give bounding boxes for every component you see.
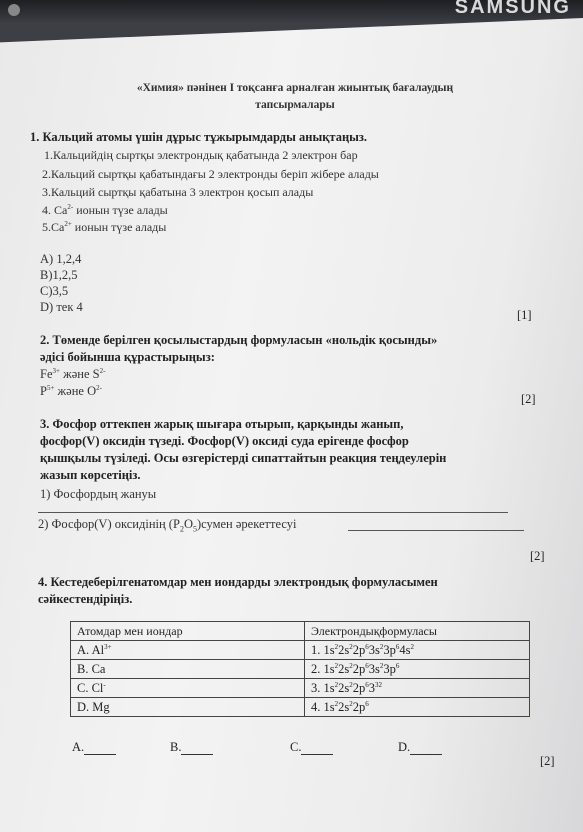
q3-item-1: 1) Фосфордың жануы (40, 487, 157, 501)
q1-statement-4: 4. $Ca^{2-}$ ионын түзе алады (42, 203, 168, 217)
q3-score: [2] (530, 549, 545, 563)
table-header-row (71, 622, 530, 641)
doc-title-line2: тапсырмалары (255, 99, 335, 111)
q4-heading-line2: сәйкестендіріңіз. (38, 592, 133, 606)
q3-heading-line1: 3. Фосфор оттекпен жарық шығара отырып, қарқынды жанып, (40, 417, 404, 431)
q1-heading: 1. Кальций атомы үшін дұрыс тұжырымдарды анықтаңыз. (30, 130, 368, 144)
table-cell-formula: 2. $1s^22s^22p^63s^23p^6$ (305, 660, 530, 679)
table-row (71, 660, 530, 679)
q4-score: [2] (540, 754, 555, 768)
table-row (71, 679, 530, 698)
q1-statement-3: 3.Кальций сыртқы қабатына 3 электрон қосып алады (42, 185, 314, 199)
q4-heading-line1: 4. Кестедеберілгенатомдар мен иондарды электрондық формуласымен (38, 575, 438, 589)
q2-pair-1: $Fe^{3+}$ және $S^{2-}$ (40, 366, 106, 381)
q1-statement-2: 2.Кальций сыртқы қабатындағы 2 электронды беріп жібере алады (42, 167, 379, 181)
q3-answer-line-2 (348, 530, 524, 531)
q1-option-d: D) тек 4 (40, 300, 83, 314)
q3-answer-line-1 (38, 512, 508, 513)
table-row (71, 641, 530, 660)
q3-heading-line3: қышқылы түзіледі. Осы өзгерістерді сипаттайтын реакция теңдеулерін (40, 451, 447, 465)
q2-heading-line1: 2. Төменде берілген қосылыстардың формуласын «нольдік қосынды» (40, 333, 438, 347)
q1-option-a: A) 1,2,4 (40, 252, 82, 266)
table-cell-atom: D. Mg (71, 698, 305, 717)
q2-heading-line2: әдісі бойынша құрастырыңыз: (40, 350, 215, 364)
q1-option-c: C)3,5 (40, 284, 69, 298)
table-cell-atom: A. $Al^{3+}$ (71, 641, 305, 660)
q3-item-2: 2) Фосфор(V) оксидінің $(P_2O_5)сумен$ әрекеттесуі (38, 517, 297, 534)
q1-score: [1] (517, 308, 532, 322)
answer-d: D. (398, 740, 442, 755)
answer-b: B. (170, 740, 213, 755)
table-cell-formula: 3. $1s^22s^22p^63^{32}$ (305, 679, 530, 698)
answer-a: A. (72, 740, 116, 755)
q1-statement-1: 1.Кальцийдің сыртқы электрондық қабатында 2 электрон бар (44, 148, 358, 162)
doc-title-line1: «Химия» пәнінен І тоқсанға арналған жиынтық бағалаудың (136, 82, 454, 94)
q2-pair-2: $P^{5+}$ және $O^{2-}$ (40, 383, 102, 398)
table-cell-atom: C. Cl- (71, 679, 305, 698)
q3-heading-line4: жазып көрсетіңіз. (40, 468, 141, 482)
q2-score: [2] (521, 392, 536, 406)
q1-option-b: B)1,2,5 (40, 268, 78, 282)
device-brand: SAMSUNG (454, 0, 571, 18)
q1-statement-5: $5.Ca^{2+}$ ионын түзе алады (42, 220, 167, 234)
table-cell-formula: 4. $1s^22s^22p^6$ (305, 698, 530, 717)
table-cell-atom: B. Ca (71, 660, 305, 679)
col-header-formula: Электрондықформуласы (305, 622, 530, 641)
col-header-atoms: Атомдар мен иондар (71, 622, 305, 641)
matching-table (70, 621, 530, 717)
table-cell-formula: 1. $1s^22s^22p^63s^23p^64s^2$ (305, 641, 530, 660)
answer-c: C. (290, 740, 333, 755)
table-row (71, 698, 530, 717)
q3-heading-line2: фосфор(V) оксидін түзеді. Фосфор(V) оксиді суда ерігенде фосфор (40, 434, 409, 448)
